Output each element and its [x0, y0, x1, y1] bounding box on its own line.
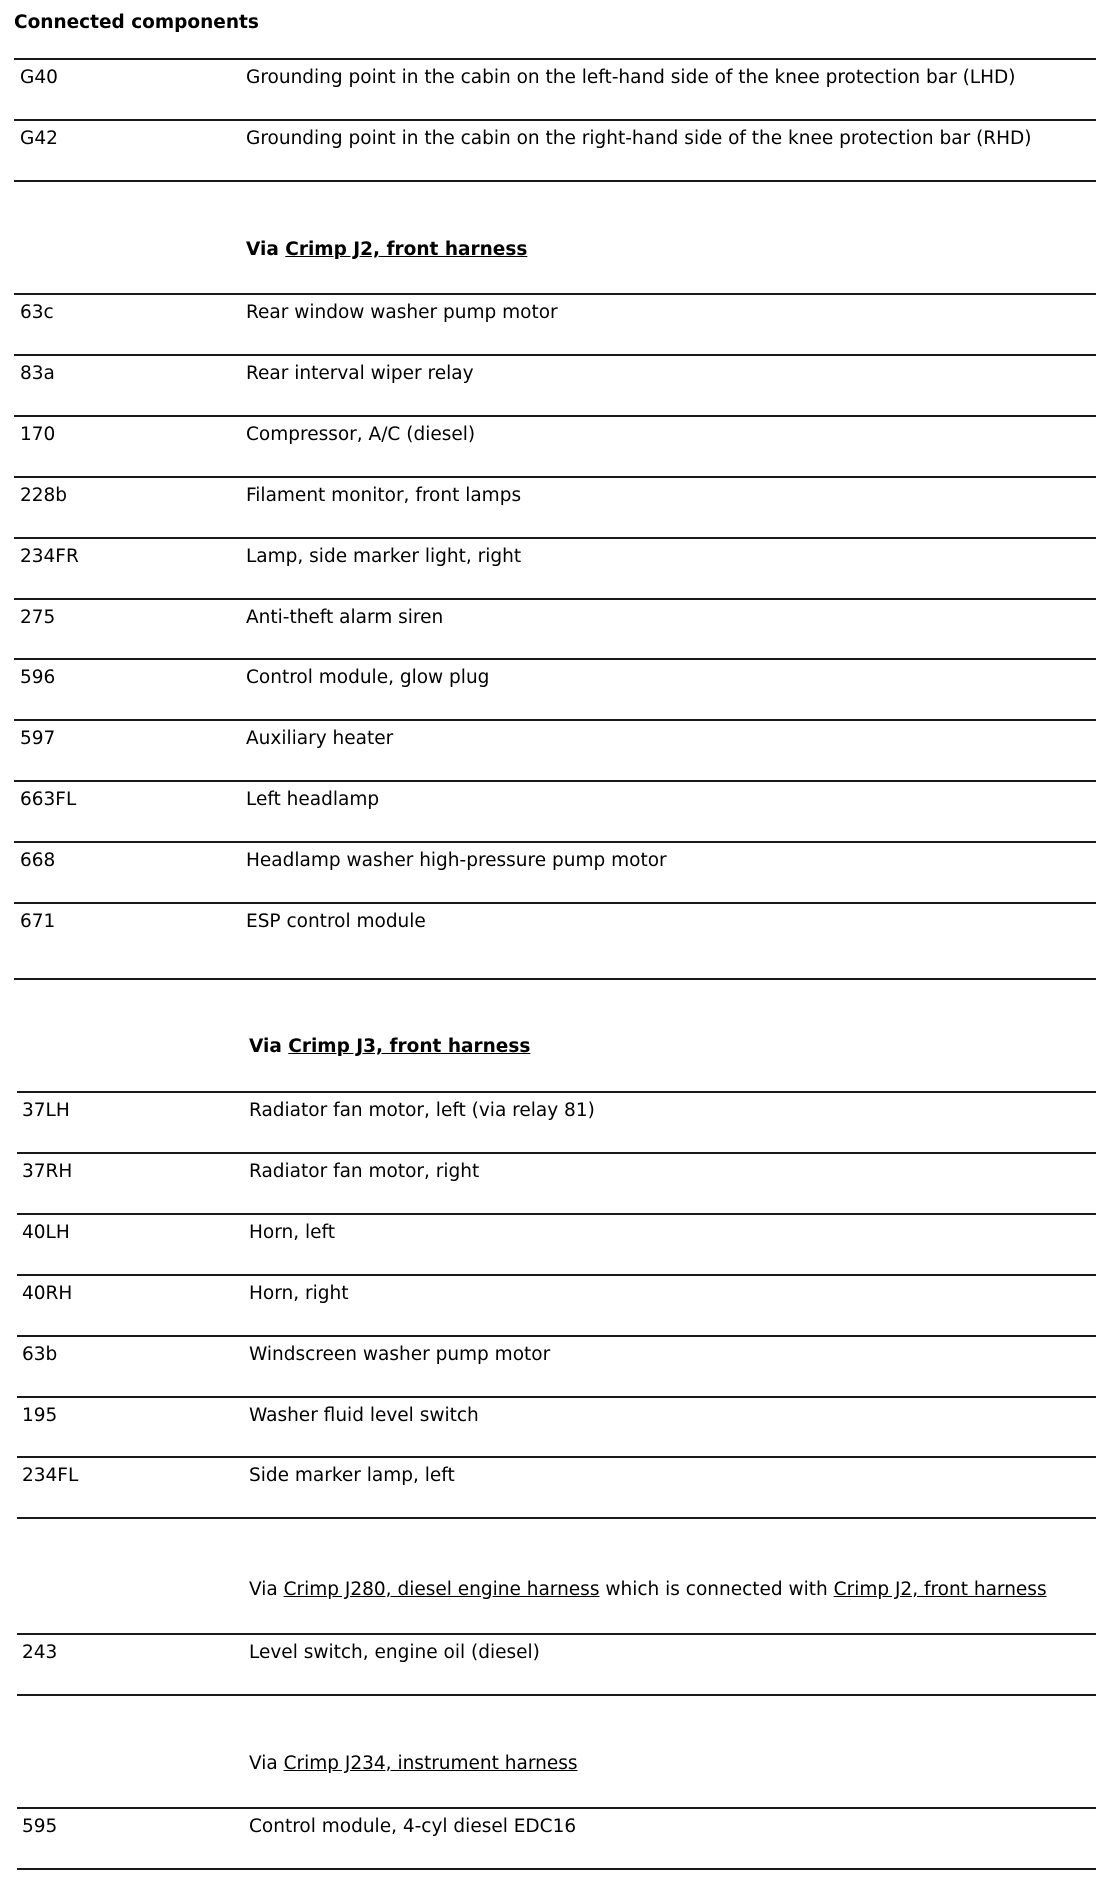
component-code: 595 — [22, 1816, 58, 1837]
section-end-divider — [17, 1517, 1096, 1519]
via-connector-text: which is connected with — [599, 1579, 834, 1600]
component-description: Rear interval wiper relay — [246, 362, 474, 384]
component-description: Left headlamp — [246, 789, 380, 811]
row-divider — [14, 780, 1096, 782]
row-divider — [17, 1633, 1096, 1635]
row-divider — [17, 1152, 1096, 1154]
crimp-link[interactable]: Crimp J280, diesel engine harness — [283, 1579, 600, 1600]
via-prefix: Via — [249, 1579, 284, 1600]
row-divider — [14, 537, 1096, 539]
via-prefix: Via — [246, 239, 286, 260]
row-divider — [17, 1396, 1096, 1398]
via-heading — [249, 1036, 530, 1057]
component-description: Headlamp washer high-pressure pump motor — [246, 850, 667, 872]
component-description: Control module, glow plug — [246, 667, 490, 689]
crimp-link[interactable]: Crimp J3, front harness — [288, 1036, 531, 1057]
component-code: 40LH — [22, 1221, 70, 1243]
component-code: 63b — [22, 1343, 58, 1365]
row-divider — [17, 1091, 1096, 1093]
component-code: 63c — [20, 302, 54, 323]
component-description: Side marker lamp, left — [249, 1465, 455, 1487]
component-code: 195 — [22, 1404, 58, 1426]
via-prefix: Via — [249, 1753, 284, 1774]
section-end-divider — [14, 180, 1096, 182]
via-heading — [246, 239, 527, 260]
row-divider — [14, 476, 1096, 478]
component-code: 37RH — [22, 1160, 73, 1182]
component-code: 228b — [20, 484, 68, 506]
row-divider — [17, 1807, 1096, 1809]
component-code: G40 — [20, 67, 58, 88]
row-divider — [14, 598, 1096, 600]
section-end-divider — [17, 1868, 1096, 1870]
row-divider — [14, 902, 1096, 904]
row-divider — [17, 1274, 1096, 1276]
component-code: 83a — [20, 362, 55, 384]
component-code: 243 — [22, 1642, 58, 1663]
row-divider — [14, 841, 1096, 843]
component-description: Level switch, engine oil (diesel) — [249, 1642, 540, 1663]
component-code: 275 — [20, 606, 56, 628]
via-heading — [249, 1579, 1047, 1600]
component-description: Compressor, A/C (diesel) — [246, 423, 476, 445]
component-description: Auxiliary heater — [246, 728, 394, 750]
component-description: Radiator fan motor, left (via relay 81) — [249, 1100, 595, 1121]
via-heading — [249, 1753, 578, 1774]
component-description: Rear window washer pump motor — [246, 302, 558, 323]
row-divider — [14, 415, 1096, 417]
component-code: 234FR — [20, 545, 79, 567]
crimp-link[interactable]: Crimp J234, instrument harness — [283, 1753, 578, 1774]
row-divider — [17, 1213, 1096, 1215]
component-code: G42 — [20, 127, 58, 149]
section-end-divider — [17, 1694, 1096, 1696]
component-description: Horn, right — [249, 1282, 349, 1304]
component-description: Grounding point in the cabin on the left-hand side of the knee protection bar (LHD) — [246, 67, 1016, 88]
row-divider — [14, 354, 1096, 356]
component-code: 671 — [20, 911, 56, 932]
component-code: 234FL — [22, 1465, 79, 1487]
crimp-link[interactable]: Crimp J2, front harness — [833, 1579, 1047, 1600]
crimp-link[interactable]: Crimp J2, front harness — [285, 239, 528, 260]
component-code: 40RH — [22, 1282, 73, 1304]
component-code: 170 — [20, 423, 56, 445]
component-description: Grounding point in the cabin on the right-hand side of the knee protection bar (RHD) — [246, 127, 1032, 149]
component-description: Windscreen washer pump motor — [249, 1343, 551, 1365]
component-code: 37LH — [22, 1100, 70, 1121]
component-description: Filament monitor, front lamps — [246, 484, 522, 506]
component-code: 668 — [20, 850, 56, 872]
via-prefix: Via — [249, 1036, 289, 1057]
row-divider — [14, 719, 1096, 721]
component-code: 597 — [20, 728, 56, 750]
component-description: Anti-theft alarm siren — [246, 606, 444, 628]
page-title: Connected components — [14, 12, 259, 33]
component-description: Control module, 4-cyl diesel EDC16 — [249, 1816, 577, 1837]
component-code: 663FL — [20, 789, 77, 811]
component-description: Lamp, side marker light, right — [246, 545, 522, 567]
component-description: Washer fluid level switch — [249, 1404, 479, 1426]
component-code: 596 — [20, 667, 56, 689]
row-divider — [14, 658, 1096, 660]
component-description: Horn, left — [249, 1221, 335, 1243]
row-divider — [17, 1456, 1096, 1458]
row-divider — [17, 1335, 1096, 1337]
row-divider — [14, 119, 1096, 121]
row-divider — [14, 58, 1096, 60]
row-divider — [14, 293, 1096, 295]
component-description: Radiator fan motor, right — [249, 1160, 480, 1182]
component-description: ESP control module — [246, 911, 426, 932]
section-end-divider — [14, 978, 1096, 980]
